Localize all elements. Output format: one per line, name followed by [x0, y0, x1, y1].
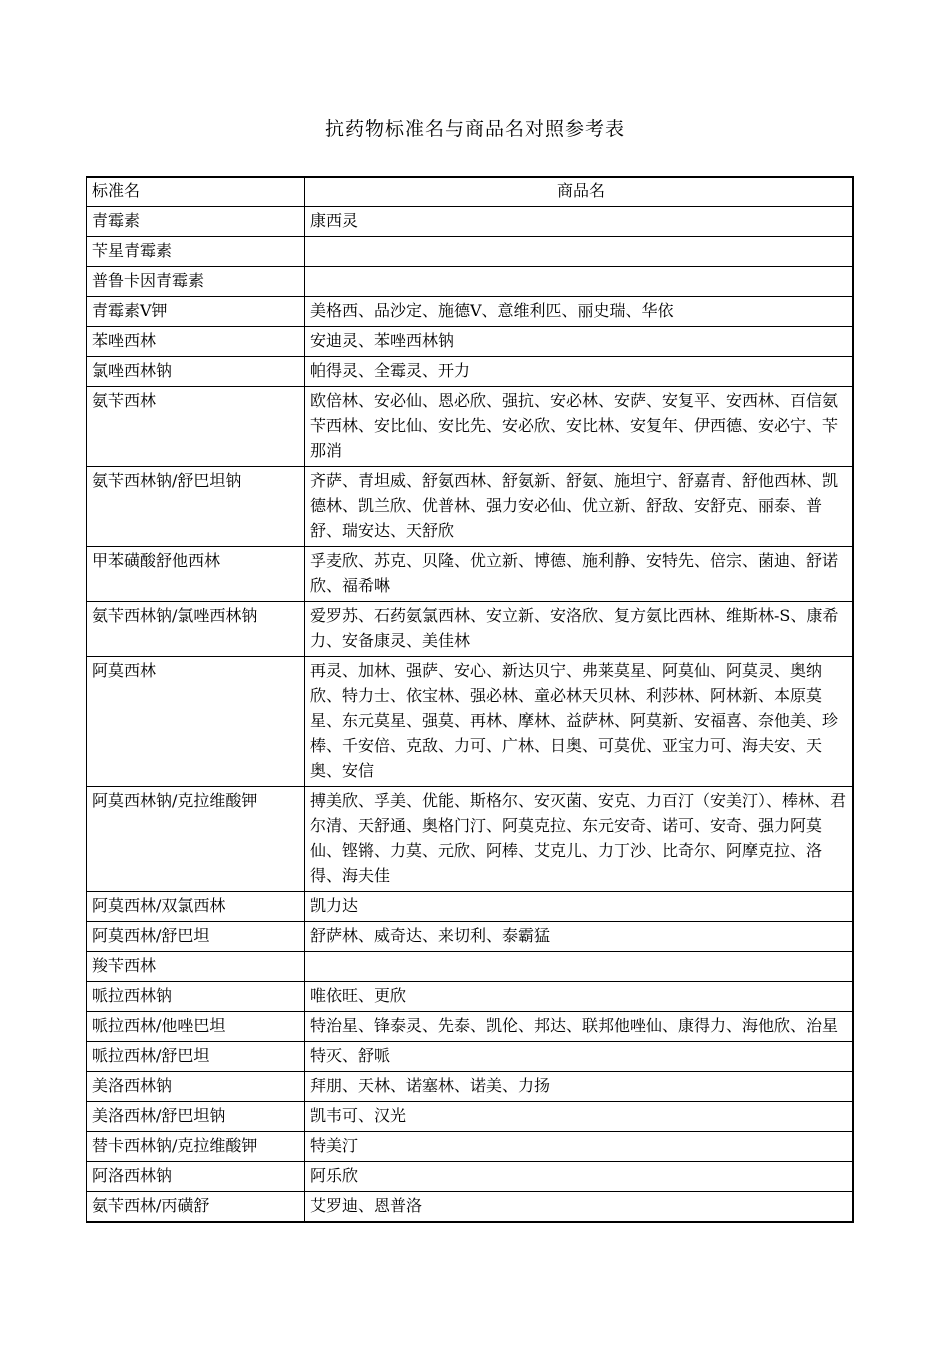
table-row	[87, 657, 854, 787]
standard-name-cell: 氨苄西林钠/氯唑西林钠	[87, 602, 305, 657]
table-row	[87, 892, 854, 922]
table-row	[87, 1042, 854, 1072]
brand-name-cell: 欧倍林、安必仙、恩必欣、强抗、安必林、安萨、安复平、安西林、百信氨苄西林、安比仙、安比先、安必欣、安比林、安复年、伊西德、安必宁、苄那消	[305, 387, 854, 467]
table-row	[87, 1192, 854, 1223]
standard-name-cell: 哌拉西林/舒巴坦	[87, 1042, 305, 1072]
table-row	[87, 297, 854, 327]
table-row	[87, 387, 854, 467]
standard-name-cell: 阿莫西林钠/克拉维酸钾	[87, 787, 305, 892]
table-row	[87, 922, 854, 952]
standard-name-cell: 羧苄西林	[87, 952, 305, 982]
brand-name-cell	[305, 267, 854, 297]
table-row	[87, 602, 854, 657]
standard-name-cell: 氨苄西林钠/舒巴坦钠	[87, 467, 305, 547]
brand-name-cell: 孚麦欣、苏克、贝隆、优立新、博德、施利静、安特先、倍宗、菌迪、舒诺欣、福希啉	[305, 547, 854, 602]
table-row	[87, 207, 854, 237]
brand-name-cell: 搏美欣、孚美、优能、斯格尔、安灭菌、安克、力百汀（安美汀）、棒林、君尔清、天舒通、奥格门汀、阿莫克拉、东元安奇、诺可、安奇、强力阿莫仙、铿锵、力莫、元欣、阿棒、艾克儿、力丁沙、比奇尔、阿摩克拉、洛得、海夫佳	[305, 787, 854, 892]
brand-name-cell: 帕得灵、全霉灵、开力	[305, 357, 854, 387]
brand-name-cell: 齐萨、青坦威、舒氨西林、舒氨新、舒氨、施坦宁、舒嘉青、舒他西林、凯德林、凯兰欣、优普林、强力安必仙、优立新、舒敌、安舒克、丽泰、普舒、瑞安达、天舒欣	[305, 467, 854, 547]
brand-name-cell: 舒萨林、威奇达、来切利、泰霸猛	[305, 922, 854, 952]
table-body	[87, 177, 854, 1222]
brand-name-cell: 爱罗苏、石药氨氯西林、安立新、安洛欣、复方氨比西林、维斯林-S、康希力、安备康灵、美佳林	[305, 602, 854, 657]
standard-name-cell: 青霉素V钾	[87, 297, 305, 327]
brand-name-cell: 凯力达	[305, 892, 854, 922]
table-row	[87, 547, 854, 602]
table-row	[87, 982, 854, 1012]
brand-name-cell: 再灵、加林、强萨、安心、新达贝宁、弗莱莫星、阿莫仙、阿莫灵、奥纳欣、特力士、依宝林、强必林、童必林天贝林、利莎林、阿林新、本原莫星、东元莫星、强莫、再林、摩林、益萨林、阿莫新、安福喜、奈他美、珍棒、千安倍、克敌、力可、广林、日奥、可莫优、亚宝力可、海夫安、天奥、安信	[305, 657, 854, 787]
table-row	[87, 267, 854, 297]
table-row	[87, 357, 854, 387]
brand-name-cell: 阿乐欣	[305, 1162, 854, 1192]
standard-name-cell: 苄星青霉素	[87, 237, 305, 267]
table-row	[87, 237, 854, 267]
standard-name-cell: 哌拉西林钠	[87, 982, 305, 1012]
table-row	[87, 467, 854, 547]
table-row	[87, 787, 854, 892]
brand-name-cell	[305, 237, 854, 267]
brand-name-cell: 拜朋、天林、诺塞林、诺美、力扬	[305, 1072, 854, 1102]
table-row	[87, 327, 854, 357]
brand-name-cell: 美格西、品沙定、施德V、意维利匹、丽史瑞、华依	[305, 297, 854, 327]
brand-name-cell: 艾罗迪、恩普洛	[305, 1192, 854, 1223]
page-title: 抗药物标准名与商品名对照参考表	[324, 118, 625, 140]
header-brand-name: 商品名	[305, 177, 854, 207]
table-row	[87, 1012, 854, 1042]
standard-name-cell: 阿莫西林/舒巴坦	[87, 922, 305, 952]
header-standard-name: 标准名	[87, 177, 305, 207]
brand-name-cell: 特美汀	[305, 1132, 854, 1162]
brand-name-cell: 特灭、舒哌	[305, 1042, 854, 1072]
standard-name-cell: 阿莫西林/双氯西林	[87, 892, 305, 922]
table-row	[87, 1072, 854, 1102]
standard-name-cell: 替卡西林钠/克拉维酸钾	[87, 1132, 305, 1162]
table-header-row	[87, 177, 854, 207]
standard-name-cell: 普鲁卡因青霉素	[87, 267, 305, 297]
standard-name-cell: 美洛西林钠	[87, 1072, 305, 1102]
standard-name-cell: 氨苄西林	[87, 387, 305, 467]
standard-name-cell: 甲苯磺酸舒他西林	[87, 547, 305, 602]
standard-name-cell: 氨苄西林/丙磺舒	[87, 1192, 305, 1223]
standard-name-cell: 美洛西林/舒巴坦钠	[87, 1102, 305, 1132]
brand-name-cell: 特治星、锋泰灵、先泰、凯伦、邦达、联邦他唑仙、康得力、海他欣、治星	[305, 1012, 854, 1042]
table-row	[87, 1162, 854, 1192]
standard-name-cell: 阿莫西林	[87, 657, 305, 787]
table-row	[87, 1132, 854, 1162]
reference-table	[86, 176, 854, 1223]
standard-name-cell: 青霉素	[87, 207, 305, 237]
brand-name-cell: 康西灵	[305, 207, 854, 237]
standard-name-cell: 阿洛西林钠	[87, 1162, 305, 1192]
brand-name-cell: 唯依旺、更欣	[305, 982, 854, 1012]
standard-name-cell: 氯唑西林钠	[87, 357, 305, 387]
brand-name-cell	[305, 952, 854, 982]
table-row	[87, 952, 854, 982]
table-row	[87, 1102, 854, 1132]
standard-name-cell: 苯唑西林	[87, 327, 305, 357]
brand-name-cell: 安迪灵、苯唑西林钠	[305, 327, 854, 357]
brand-name-cell: 凯韦可、汉光	[305, 1102, 854, 1132]
standard-name-cell: 哌拉西林/他唑巴坦	[87, 1012, 305, 1042]
